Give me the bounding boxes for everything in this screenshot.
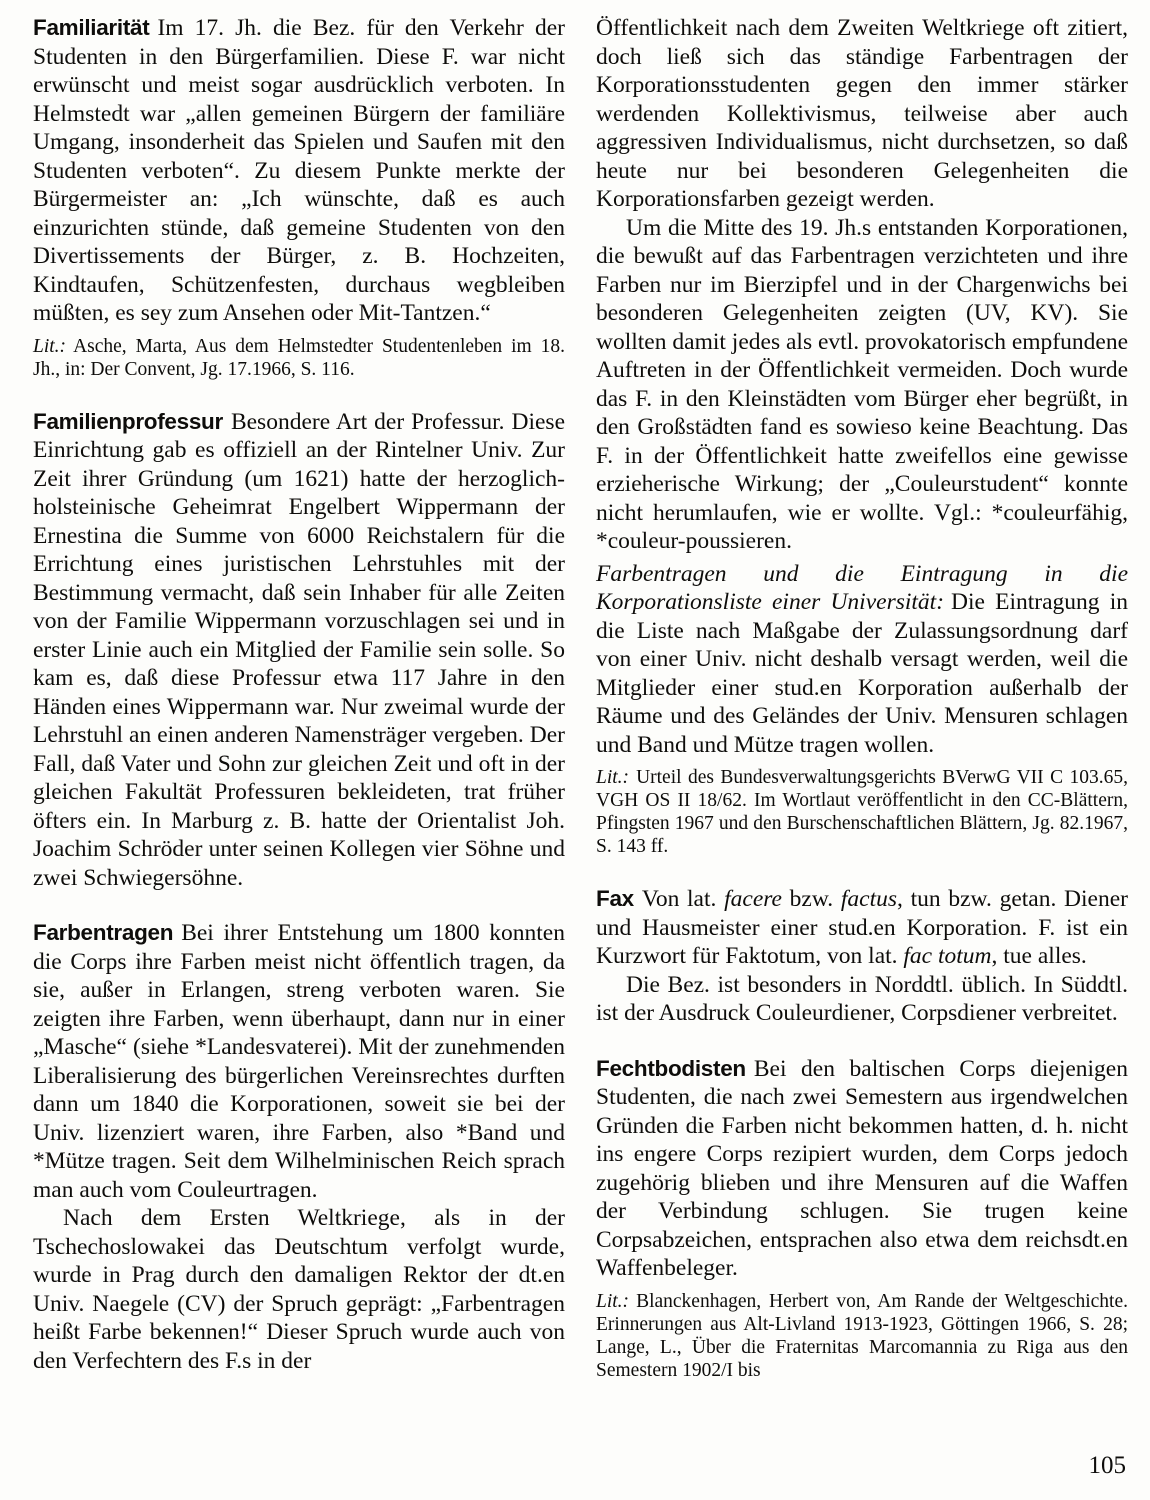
eintragung-body: Die Eintragung in die Liste nach Maßgabe der Zulassungsordnung darf von einer Univ. nicht deshalb versagt werden, weil die Mitglieder einer stud.en Korporation außerhalb der Räume und des Geländes der Univ. Mensuren schlagen und Band und Mütze tragen wollen.: [596, 589, 1128, 758]
entry-familiaritaet: [33, 14, 565, 328]
lit-fechtbodisten-text: Blanckenhagen, Herbert von, Am Rande der Weltgeschichte. Erinnerungen aus Alt-Livland 1913-1923, Göttingen 1966, S. 28; Lange, L., Über die Fraternitas Marcomannia zu Riga aus den Semestern 1902/I bis: [596, 1290, 1128, 1381]
lit-eintragung-text: Urteil des Bundesverwaltungsgerichts BVerwG VII C 103.65, VGH OS II 18/62. Im Wortlaut veröffentlicht in den CC-Blättern, Pfingsten 1967 und den Burschenschaftlichen Blättern, Jg. 82.1967, S. 143 ff.: [596, 767, 1128, 857]
headword-fechtbodisten: Fechtbodisten: [596, 1055, 746, 1081]
lit-label: Lit.:: [596, 767, 630, 788]
left-column: [33, 14, 565, 1382]
farbentragen-continuation: Öffentlichkeit nach dem Zweiten Weltkriege oft zitiert, doch ließ sich das ständige Farbentragen der Korporationsstudenten gegen den immer stärker werdenden Kollektivismus, teilweise aber auch aggressiven Individualismus, nicht durchsetzen, so daß heute nur bei besonderen Gelegenheiten die Korporationsfarben gezeigt werden.: [596, 15, 1128, 212]
lit-familiaritaet-text: Asche, Marta, Aus dem Helmstedter Studentenleben im 18. Jh., in: Der Convent, Jg. 17.1966, S. 116.: [33, 335, 565, 380]
page-number: 105: [1088, 1452, 1126, 1479]
eintragung-paragraph: [596, 560, 1128, 760]
right-column: [596, 14, 1128, 1382]
entry-farbentragen-body: Bei ihrer Entstehung um 1800 konnten die Corps ihre Farben meist nicht öffentlich tragen, da sie, außer in Erlangen, streng verboten waren. Sie zeigten ihre Farben, wenn überhaupt, dann nur in einer „Masche“ (siehe *Landesvaterei). Mit der zunehmenden Liberalisierung des bürgerlichen Vereinsrechtes durften dann um 1840 die Korporationen, soweit sie bei der Univ. lizenziert waren, ihre Farben, also *Band und *Mütze tragen. Seit dem Wilhelminischen Reich sprach man auch vom Couleurtragen.: [33, 920, 565, 1203]
eintragung-italic-lead: Farbentragen und die Eintragung in die Korporationsliste einer Universität:: [596, 560, 1128, 615]
entry-familiaritaet-body: Im 17. Jh. die Bez. für den Verkehr der Studenten in den Bürgerfamilien. Diese F. war nicht erwünscht und meist sogar ausdrücklich verboten. In Helmstedt war „allen gemeinen Bürgern der familiäre Umgang, insonderheit das Spielen und Saufen mit den Studenten verboten“. Zu diesem Punkte merkte der Bürgermeister an: „Ich wünschte, daß es auch einzurichten stünde, daß gemeine Studenten von den Divertissements der Bürger, z. B. Hochzeiten, Kindtaufen, Schützenfesten, durchaus wegbleiben müßten, es sey zum Ansehen oder Mit-Tantzen.“: [33, 15, 565, 326]
fax-seg3: , tun bzw. getan. Diener und Hausmeister einer stud.en Korporation. F. ist ein Kurzwort für Faktotum, von lat.: [596, 886, 1128, 969]
entry-familienprofessur-body: Besondere Art der Professur. Diese Einrichtung gab es offiziell an der Rintelner Univ. Zur Zeit ihrer Gründung (um 1621) hatte der herzoglich-holsteinische Geheimrat Engelbert Wippermann der Ernestina die Summe von 6000 Reichstalern für die Errichtung eines juristischen Lehrstuhles mit der Bestimmung vermacht, daß sein Inhaber für alle Zeiten von der Familie Wippermann vorzuschlagen sei und in erster Linie auch ein Mitglied der Familie sein solle. So kam es, daß diese Professur etwa 117 Jahre in den Händen eines Wippermann war. Nur zweimal wurde der Lehrstuhl an einen anderen Namensträger vergeben. Der Fall, daß Vater und Sohn zur gleichen Zeit und oft in der gleichen Fakultät Professuren bekleideten, trat früher öfters ein. In Marburg z. B. hatte der Orientalist Joh. Joachim Schröder unter seinen Kollegen vier Söhne und zwei Schwiegersöhne.: [33, 408, 565, 891]
entry-familienprofessur: [33, 408, 565, 893]
fax-seg4: , tue alles.: [991, 943, 1087, 969]
fax-latin-facere: facere: [724, 886, 782, 912]
entry-fax: [596, 885, 1128, 971]
entry-fechtbodisten-body: Bei den baltischen Corps diejenigen Studenten, die nach zwei Semestern aus irgendwelchen Gründen die Farben nicht bekommen hatten, d. h. nicht ins engere Corps rezipiert wurden, dem Corps jedoch zugehörig blieben und ihre Mensuren auf die Waffen der Verbindung schlugen. Sie trugen keine Corpsabzeichen, entsprachen also etwa dem reichsdt.en Waffenbeleger.: [596, 1055, 1128, 1281]
lit-label: Lit.:: [596, 1290, 630, 1312]
lit-fechtbodisten: [596, 1290, 1128, 1382]
two-column-layout: [33, 14, 1128, 1382]
headword-familiaritaet: Familiarität: [33, 15, 150, 40]
headword-familienprofessur: Familienprofessur: [33, 408, 223, 434]
fax-latin-fac-totum: fac totum: [903, 943, 992, 969]
fax-latin-factus: factus: [840, 886, 898, 912]
farbentragen-para3: Um die Mitte des 19. Jh.s entstanden Korporationen, die bewußt auf das Farbentragen verzichteten und ihre Farben nur im Bierzipfel und in der Chargenwichs bei besonderen Gelegenheiten zeigten (UV, KV). Sie wollten damit jedes als evtl. provokatorisch empfundene Auftreten in der Öffentlichkeit vermeiden. Doch wurde das F. in den Kleinstädten vom Bürger eher begrüßt, in den Großstädten fand es sowieso keine Beachtung. Das F. in der Öffentlichkeit hatte zweifellos eine gewisse erzieherische Wirkung; der „Couleurstudent“ konnte nicht herumlaufen, wie er wollte. Vgl.: *couleurfähig, *couleur-poussieren.: [596, 214, 1128, 554]
entry-farbentragen: [33, 919, 565, 1204]
entry-fechtbodisten: [596, 1055, 1128, 1283]
entry-fax-para2: Die Bez. ist besonders in Norddtl. üblich. In Süddtl. ist der Ausdruck Couleurdiener, Corpsdiener verbreitet.: [596, 971, 1128, 1026]
lit-familiaritaet: [33, 335, 565, 381]
lit-eintragung: [596, 766, 1128, 858]
headword-fax: Fax: [596, 886, 634, 911]
headword-farbentragen: Farbentragen: [33, 920, 174, 945]
lit-label: Lit.:: [33, 335, 67, 357]
entry-farbentragen-para2: Nach dem Ersten Weltkriege, als in der Tschechoslowakei das Deutschtum verfolgt wurde, wurde in Prag durch den damaligen Rektor der dt.en Univ. Naegele (CV) der Spruch geprägt: „Farbentragen heißt Farbe bekennen!“ Dieser Spruch wurde auch von den Verfechtern des F.s in der: [33, 1205, 565, 1374]
fax-seg2: bzw.: [781, 886, 841, 912]
fax-seg1: Von lat.: [641, 886, 725, 912]
